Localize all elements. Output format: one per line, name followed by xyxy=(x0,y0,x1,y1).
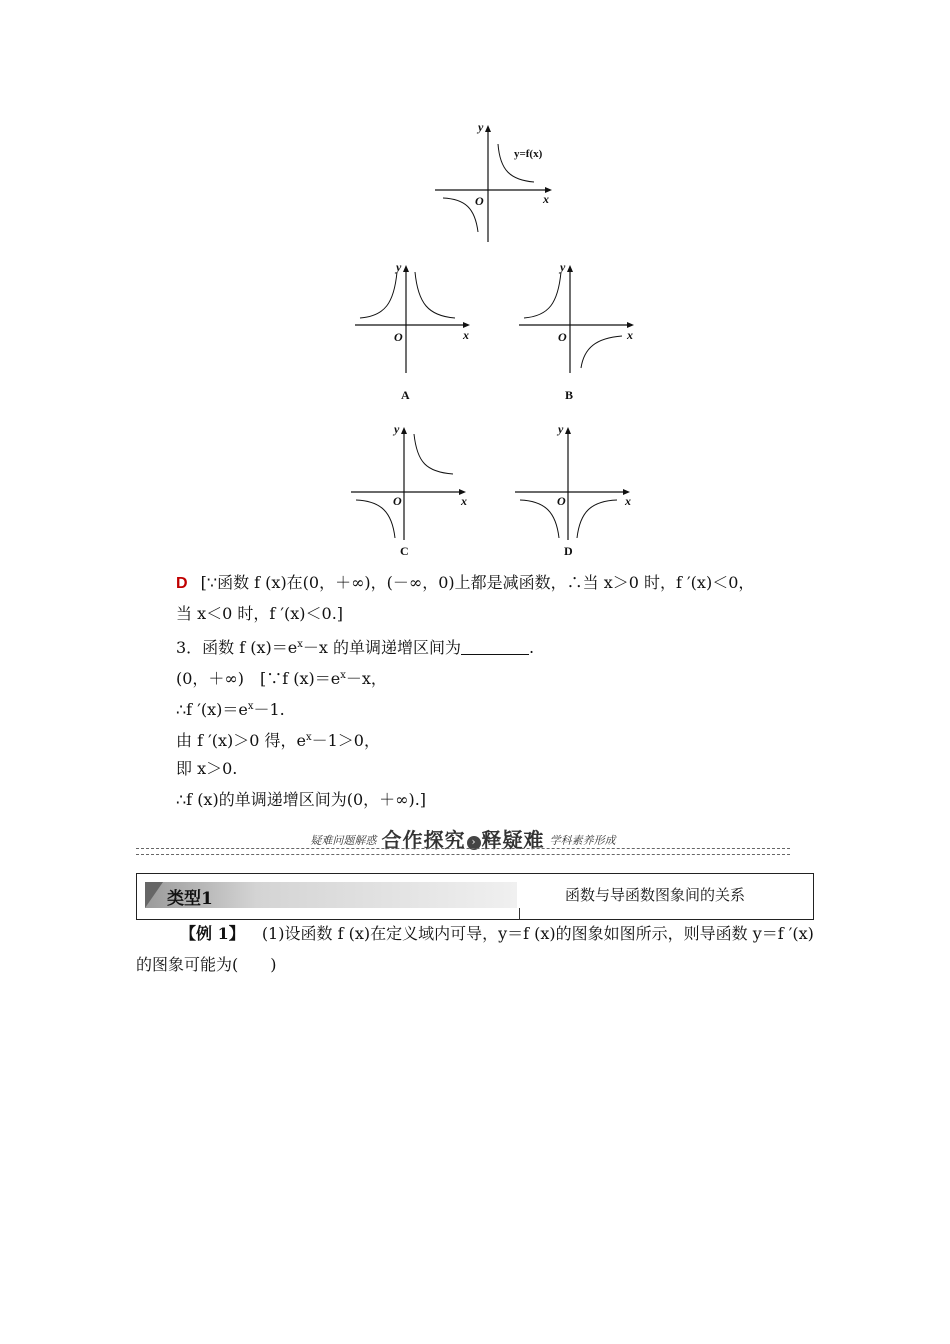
solution3-line4: 即 x＞0. xyxy=(176,759,238,778)
solution3-line2 xyxy=(176,697,285,720)
solution3-line1-a: (0，＋∞) [∵f (x)＝e xyxy=(176,669,341,688)
type-box-divider xyxy=(519,908,520,920)
example1-line2: 的图象可能为( ) xyxy=(136,955,277,974)
banner-right-text: 学科素养形成 xyxy=(549,834,616,847)
solution2-answer: D xyxy=(176,575,188,592)
option-a-y-label: y xyxy=(396,260,402,274)
option-b-x-label: x xyxy=(627,328,633,342)
solution2-line1 xyxy=(176,573,754,594)
solution3-line2-sup: x xyxy=(247,701,254,712)
option-b-origin-label: O xyxy=(558,330,567,344)
option-a-graph xyxy=(350,258,480,406)
example1-text1: (1)设函数 f (x)在定义域内可导，y＝f (x)的图象如图所示，则导函数 y＝f ′(x) xyxy=(261,924,814,943)
main-x-label: x xyxy=(543,192,549,206)
question3 xyxy=(176,635,534,658)
section-banner xyxy=(136,822,790,856)
option-b-y-label: y xyxy=(560,260,566,274)
type-box xyxy=(136,873,814,920)
option-a-x-label: x xyxy=(463,328,469,342)
type-label: 类型1 xyxy=(167,889,213,909)
main-curve-label: y=f(x) xyxy=(514,148,543,160)
example1-line1 xyxy=(180,924,814,944)
banner-left-text: 疑难问题解惑 xyxy=(310,834,377,847)
solution3-line1 xyxy=(176,666,387,689)
option-a-origin-label: O xyxy=(394,330,403,344)
option-c-letter: C xyxy=(400,544,409,558)
solution3-line3-sup: x xyxy=(305,732,312,743)
solution3-line3 xyxy=(176,728,380,751)
question3-end: . xyxy=(529,638,535,657)
option-d-origin-label: O xyxy=(557,494,566,508)
question3-suffix: －x 的单调递增区间为 xyxy=(302,638,462,657)
banner-title-right: 释疑难 xyxy=(481,828,545,852)
banner-arrow-icon: › xyxy=(467,836,481,850)
solution3-line2-b: －1. xyxy=(253,700,285,719)
solution3-line3-a: 由 f ′(x)＞0 得，e xyxy=(176,731,306,750)
solution3-line1-b: －x， xyxy=(345,669,387,688)
option-c-x-label: x xyxy=(461,494,467,508)
solution3-line2-a: ∴f ′(x)＝e xyxy=(176,700,248,719)
banner-divider xyxy=(136,848,790,855)
solution3-line5: ∴f (x)的单调递增区间为(0，＋∞).] xyxy=(176,790,427,809)
main-graph xyxy=(430,120,560,245)
question3-sup: x xyxy=(297,639,303,650)
type-tag-corner xyxy=(145,882,163,908)
option-c-y-label: y xyxy=(394,422,400,436)
option-d-graph xyxy=(510,420,640,562)
option-a-letter: A xyxy=(401,388,410,402)
option-c-origin-label: O xyxy=(393,494,402,508)
option-b-letter: B xyxy=(565,388,574,402)
type-tag xyxy=(145,882,517,908)
main-y-label: y xyxy=(478,120,484,134)
solution2-line2: 当 x＜0 时，f ′(x)＜0.] xyxy=(176,604,344,623)
option-d-y-label: y xyxy=(558,422,564,436)
solution2-text1: [∵函数 f (x)在(0，＋∞)，(－∞，0)上都是减函数，∴当 x＞0 时，f ′(x)＜0， xyxy=(200,573,755,592)
solution3-line1-sup: x xyxy=(340,670,346,681)
question3-prefix: 3．函数 f (x)＝e xyxy=(176,638,298,657)
option-d-letter: D xyxy=(564,544,573,558)
main-origin-label: O xyxy=(475,194,484,208)
option-d-x-label: x xyxy=(625,494,631,508)
type-title: 函数与导函数图象间的关系 xyxy=(565,886,746,904)
banner-title-left: 合作探究 xyxy=(381,828,466,852)
solution3-line3-b: －1＞0， xyxy=(311,731,380,750)
option-c-graph xyxy=(346,420,476,562)
example1-tag: 【例 1】 xyxy=(180,924,245,943)
option-b-graph xyxy=(514,258,644,406)
answer-blank xyxy=(461,640,529,655)
